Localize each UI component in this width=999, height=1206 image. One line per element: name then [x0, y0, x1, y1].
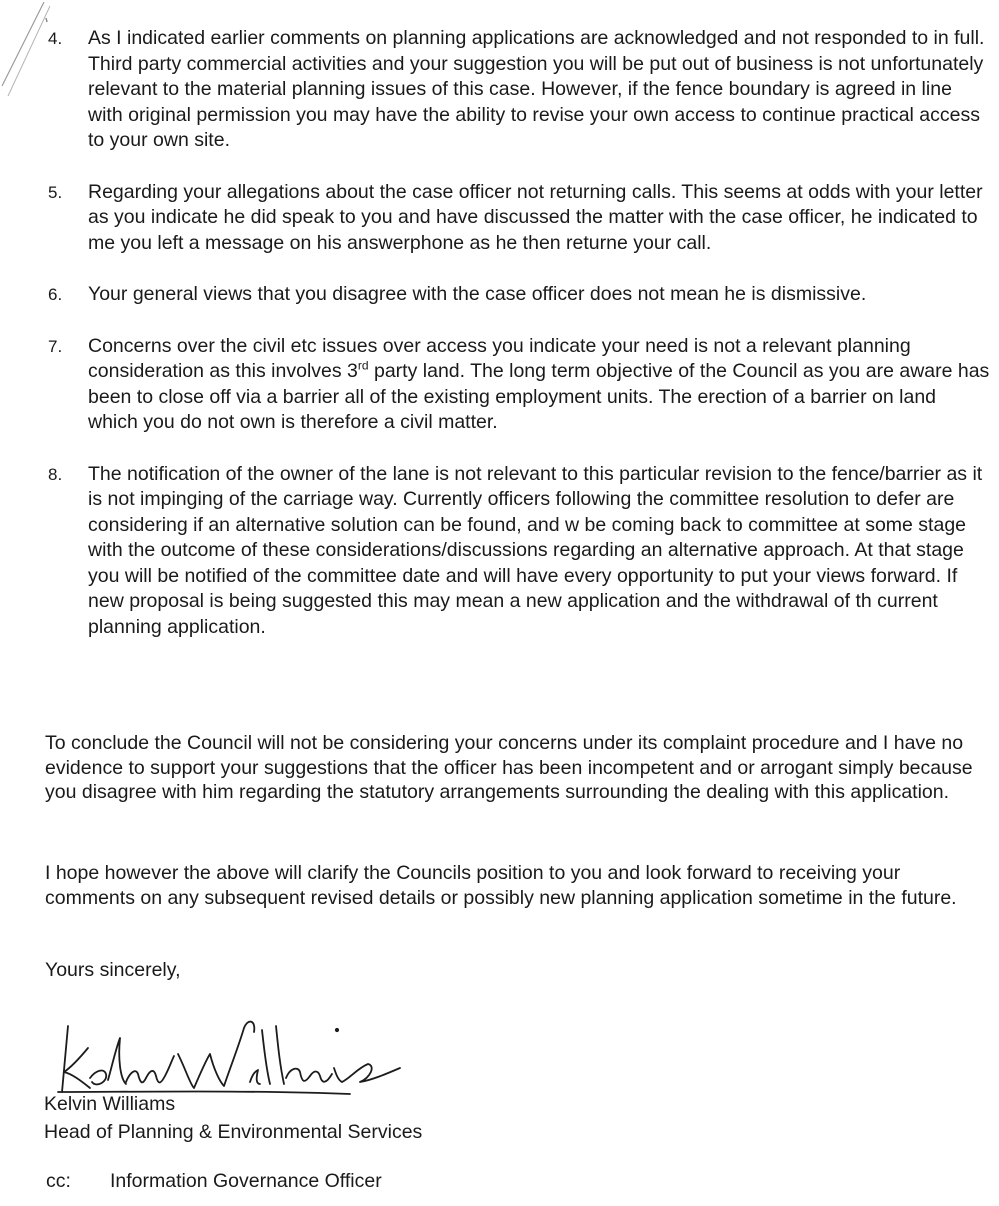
- point-number: 4.: [48, 29, 63, 48]
- handwritten-signature: [50, 1008, 420, 1103]
- point-text: As I indicated earlier comments on planning applications are acknowledged and not responded to in full. Third party commercial activities and your suggestion you will be put out of business is not unfortunately relevant to the material planning issues of this case. However, if the fence boundary is agreed in line with original permission you may have the ability to revise your own access to continue practical access to your own site.: [88, 27, 985, 151]
- cc-label: cc:: [46, 1170, 71, 1192]
- valediction: Yours sincerely,: [45, 959, 181, 981]
- point-number: 5.: [48, 182, 63, 202]
- point-7: [46, 334, 991, 436]
- point-8: [46, 462, 991, 641]
- point-text: Regarding your allegations about the case officer not returning calls. This seems at odds with your letter as you indicate he did speak to you and have discussed the matter with the case officer, he indicated to me you left a message on his answerphone as he then returne your call.: [88, 180, 983, 254]
- signatory-title: Head of Planning & Environmental Services: [44, 1121, 423, 1143]
- closing-remarks-paragraph: I hope however the above will clarify the Councils position to you and look forward to receiving your comments on any subsequent revised details or possibly new planning application sometime in the future.: [45, 862, 957, 909]
- numbered-points: [46, 26, 991, 666]
- cc-line: [46, 1168, 382, 1194]
- signatory-name: Kelvin Williams: [44, 1093, 176, 1115]
- point-number: 7.: [48, 336, 63, 356]
- point-text: [88, 335, 989, 434]
- cc-recipient: Information Governance Officer: [110, 1170, 382, 1192]
- conclusion-paragraph: To conclude the Council will not be considering your concerns under its complaint procedure and I have no evidence to support your suggestions that the officer has been incompetent and or arrogant simply because you disagree with him regarding the statutory arrangements surrounding the dealing with this application.: [45, 732, 973, 803]
- point-number: 6.: [48, 285, 63, 304]
- point-text-part: party land. The long term objective of the Council as you are aware has been to close off via a barrier all of the existing employment units. The erection of a barrier on land which you do not own is therefore a civil matter.: [88, 360, 990, 433]
- signature-block: [44, 1090, 422, 1146]
- point-text: Your general views that you disagree with the case officer does not mean he is dismissive.: [88, 283, 867, 305]
- point-5: [46, 180, 991, 257]
- point-6: [46, 282, 991, 308]
- point-text-part: Concerns over the civil etc issues over access you indicate your need is not a relevant planning consideration as this involves 3: [88, 334, 911, 382]
- ordinal-suffix: rd: [357, 358, 369, 373]
- point-text: The notification of the owner of the lane is not relevant to this particular revision to the fence/barrier as it is not impinging of the carriage way. Currently officers following the committee resolution to defer are considering if an alternative solution can be found, and w be coming back to committee at some stage with the outcome of these considerations/discussions regarding an alternative approach. At that stage you will be notified of the committee date and will have every opportunity to put your views forward. If new proposal is being suggested this may mean a new application and the withdrawal of th current planning application.: [88, 462, 983, 638]
- point-4: [46, 26, 991, 154]
- point-number: 8.: [48, 464, 63, 484]
